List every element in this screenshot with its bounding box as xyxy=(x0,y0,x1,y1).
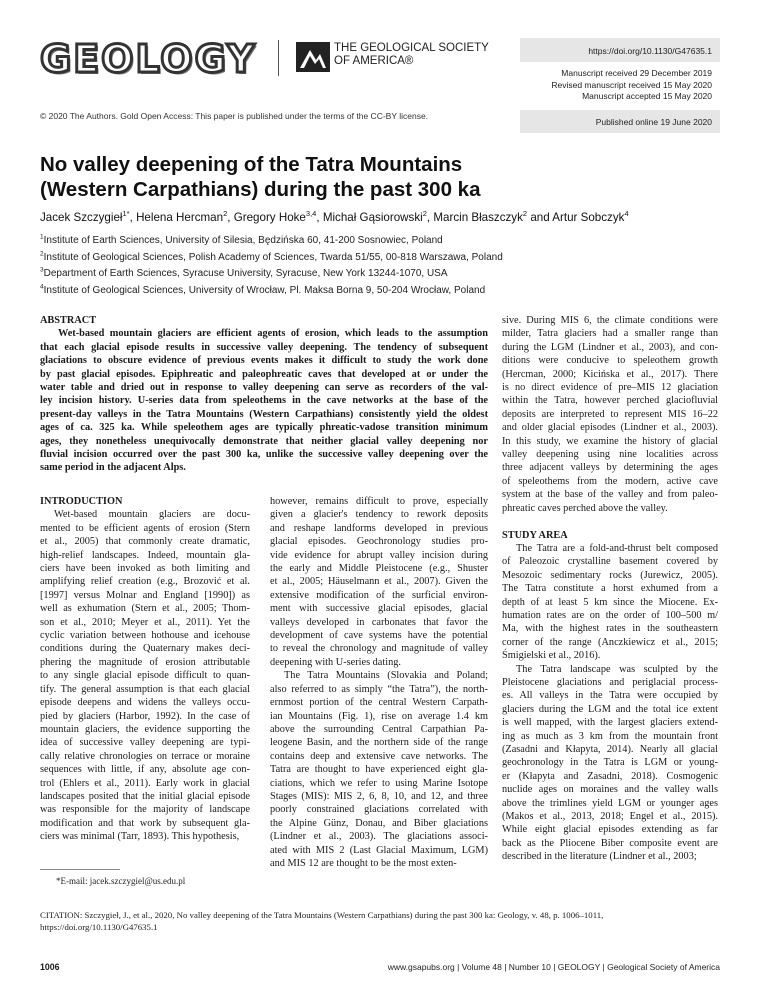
journal-logo: GEOLOGY xyxy=(40,37,257,81)
text-line: idea of successive valley deepening are typi- xyxy=(40,737,250,749)
author-name: Helena Hercman xyxy=(136,211,224,224)
text-line: In this study, we examine the history of glacial xyxy=(502,435,718,447)
text-line: ated with MIS 2 (Last Glacial Maximum, LGM) xyxy=(270,844,488,856)
text-line: present-day valleys in the Tatra Mountains (Western Carpathians) consistently yield the oldest xyxy=(40,408,488,420)
text-line: valley deepening using nine localities across xyxy=(502,449,718,461)
text-line: deepening with U-series dating. xyxy=(270,656,401,668)
text-line: (Hercman, 2000; Kicińska et al., 2017). There xyxy=(502,368,718,380)
text-line: tify. The general assumption is that each glacial xyxy=(40,683,250,695)
text-line: vide evidence for abrupt valley incision during xyxy=(270,549,488,561)
text-line: high-relief landscapes. Indeed, mountain gla- xyxy=(40,549,250,561)
text-line: The Tatra are a fold-and-thrust belt composed xyxy=(516,542,718,554)
text-line: fluvial incision occurred over the past 300 ka, unlike the successive valley deepening over the xyxy=(40,449,488,461)
society-name-line1: THE GEOLOGICAL SOCIETY xyxy=(334,42,489,54)
footnote-rule xyxy=(40,869,120,870)
text-line: es. All valleys in the Tatra were occupied by xyxy=(502,690,718,702)
text-line: above the trimlines yield LGM or younger ages xyxy=(502,797,718,809)
footer-journal-info: www.gsapubs.org | Volume 48 | Number 10 | GEOLOGY | Geological Society of America xyxy=(387,962,720,972)
text-line: et al., 2005) that commonly create dramatic, xyxy=(40,536,250,548)
manuscript-dates xyxy=(520,62,720,103)
text-line: ciers was minimal (Tarr, 1893). This hypothesis, xyxy=(40,831,240,843)
article-title xyxy=(40,152,720,202)
text-line: poorly constrained glaciations correlated with xyxy=(270,804,488,816)
text-line: humation rates are on the order of 100–500 m/ xyxy=(502,609,718,621)
text-line: that each glacial episode results in successive valley deepening. The tendency of subsequent xyxy=(40,341,488,353)
gsa-logo-icon xyxy=(296,42,330,72)
text-line: well as exhumation (Stern et al., 2005; Thom- xyxy=(40,603,250,615)
text-line: leogene Basin, and the northern side of the range xyxy=(270,737,488,749)
affiliation-text: Institute of Geological Sciences, Polish Academy of Sciences, Twarda 51/55, 00-818 Warszawa, Poland xyxy=(43,251,503,263)
accepted-date: Manuscript accepted 15 May 2020 xyxy=(582,91,712,101)
text-line: er (Kłapyta and Zasadni, 2018). Cosmogenic xyxy=(502,770,718,782)
society-name-line2: OF AMERICA® xyxy=(334,55,414,67)
affiliations xyxy=(40,233,503,299)
affiliation-number: 1 xyxy=(40,233,44,241)
text-line: during the LGM (Lindner et al., 2003), and con- xyxy=(502,341,718,353)
text-line: trol (Ehlers et al., 2011). Early work in glacial xyxy=(40,777,250,789)
affiliation-text: Institute of Geological Sciences, University of Wrocław, Pl. Maksa Borna 9, 50-204 Wrocław, Poland xyxy=(43,284,486,296)
text-line: was responsible for the majority of landscape xyxy=(40,804,250,816)
text-line: described in the literature (Lindner et al., 2003; xyxy=(502,851,697,863)
text-line: Wet-based mountain glaciers are efficient agents of erosion, which leads to the assumption xyxy=(58,328,488,340)
text-line: ciations, which we refer to using Marine Isotope xyxy=(270,777,488,789)
text-line: ment with successive glacial episodes, glacial xyxy=(270,603,488,615)
text-line: development of cave systems have the potential xyxy=(270,630,488,642)
affiliation-line xyxy=(40,266,503,283)
paragraph xyxy=(502,542,718,663)
text-line: three adjacent valleys by determining the ages xyxy=(502,462,718,474)
received-date: Manuscript received 29 December 2019 xyxy=(561,68,712,78)
text-line: however, remains difficult to prove, especially xyxy=(270,496,488,507)
text-line: glacial episodes. Geochronology studies pro- xyxy=(270,536,488,548)
copyright-notice: © 2020 The Authors. Gold Open Access: This paper is published under the terms of the CC-BY license. xyxy=(40,111,429,121)
text-line: back as the Pliocene Biber composite event are xyxy=(502,837,718,849)
author-affiliation-mark: 2 xyxy=(422,209,427,219)
text-line: glaciers during the LGM and the total ice extent xyxy=(502,703,718,715)
affiliation-number: 2 xyxy=(40,250,44,258)
text-line: et al., 2005; Häuselmann et al., 2007). Given the xyxy=(270,576,488,588)
text-line: conditions during the Quaternary makes deci- xyxy=(40,643,250,655)
author-affiliation-mark: 3,4 xyxy=(305,209,317,219)
author-name: Artur Sobczyk xyxy=(552,211,625,224)
column-2 xyxy=(270,495,488,870)
text-line: ernmost portion of the central Western Carpath- xyxy=(270,697,488,709)
text-line: ages of ca. 325 ka. While speleothem ages are typically phreatic-vadose transition minimum xyxy=(40,422,488,434)
citation: CITATION: Szczygieł, J., et al., 2020, No valley deepening of the Tatra Mountains (Western Carpathians) during the past 300 ka: Geology, v. 48, p. 1006–1011, https://doi.org/10.1130/G47635.1 xyxy=(40,910,604,932)
title-line-1: No valley deepening of the Tatra Mountains xyxy=(40,153,463,176)
text-line: is well mapped, with the largest glaciers extend- xyxy=(502,717,718,729)
text-line: [1997] versus Molnar and England [1990]) as xyxy=(40,589,250,601)
text-line: Stages (MIS): MIS 2, 6, 8, 10, and 12, and three xyxy=(270,790,488,802)
text-line: nuclide ages on moraines and the valley walls xyxy=(502,784,718,796)
text-line: ditions were conducive to speleothem growth xyxy=(502,355,718,367)
text-line: phering the magnitude of erosion attributable xyxy=(40,656,250,668)
author-name: Gregory Hoke xyxy=(233,211,306,224)
text-line: mented to be efficient agents of erosion (Stern xyxy=(40,522,250,534)
author-name: Marcin Błaszczyk xyxy=(433,211,523,224)
author-affiliation-mark: 1* xyxy=(122,209,130,219)
text-line: system at the base of the valley and from paleo- xyxy=(502,489,718,501)
text-line: mountain glaciers, the evidence supporting the xyxy=(40,723,250,735)
text-line: glaciations to obscure evidence of previous events makes it difficult to study the work done xyxy=(40,355,488,367)
text-line: cally relative chronologies on terrace or moraine xyxy=(40,750,250,762)
affiliation-line xyxy=(40,233,503,250)
author-affiliation-mark: 2 xyxy=(223,209,228,219)
text-line: corner of the range (Anczkiewicz et al., 2015; xyxy=(502,636,718,648)
text-line: While eight glacial episodes extending as far xyxy=(502,824,718,836)
text-line: Tatra are thought to have experienced eight gla- xyxy=(270,764,488,776)
author-name: Jacek Szczygieł xyxy=(40,211,123,224)
revised-date: Revised manuscript received 15 May 2020 xyxy=(551,79,712,90)
text-line: episode deepens and widens the valleys occu- xyxy=(40,697,250,709)
affiliation-number: 4 xyxy=(40,283,44,291)
text-line: of speleothems from the modern, active cave xyxy=(502,475,718,487)
introduction-heading: INTRODUCTION xyxy=(40,496,123,507)
page-number: 1006 xyxy=(40,962,60,972)
text-line: also referred to as simply “the Tatra”), the north- xyxy=(270,683,488,695)
text-line: and MIS 12 are thought to be the most exten- xyxy=(270,857,457,869)
text-line: is no direct evidence of pre–MIS 12 glaciation xyxy=(502,382,718,394)
text-line: of Paleozoic crystalline basement covered by xyxy=(502,556,718,568)
author-affiliation-mark: 4 xyxy=(624,209,629,219)
text-line: landscapes posited that the initial glacial episode xyxy=(40,790,250,802)
author-list: Jacek Szczygieł$^{1*}$, Helena Hercman$^2$, Gregory Hoke$^{3,4}$, Michał Gąsiorowski$^2$, Marcin Błaszczyk$^2$ and Artur Sobczyk$^4$ xyxy=(40,209,629,224)
text-line: Mesozoic sedimentary rocks (Jurewicz, 2005). xyxy=(502,569,718,581)
text-line: The Tatra landscape was sculpted by the xyxy=(516,663,718,675)
text-line: ciers have been invoked as both limiting and xyxy=(40,563,250,575)
introduction-text xyxy=(40,508,250,843)
title-line-2: (Western Carpathians) during the past 300 ka xyxy=(40,178,481,201)
text-line: to reveal the chronology and magnitude of valley xyxy=(270,643,488,655)
text-line: (Zasadni and Kłapyta, 2014). Nearly all glacial xyxy=(502,744,718,756)
text-line: extensive modification of the surficial environ- xyxy=(270,589,488,601)
text-line: above the surrounding Central Carpathian Pa- xyxy=(270,723,488,735)
text-line: Ma, with the highest rates in the southeastern xyxy=(502,623,718,635)
affiliation-line xyxy=(40,283,503,300)
column-3 xyxy=(502,314,718,864)
text-line: Śmigielski et al., 2016). xyxy=(502,650,601,662)
text-line: sequences with little, if any, absolute age con- xyxy=(40,764,250,776)
text-line: the early and Middle Pleistocene (e.g., Shuster xyxy=(270,563,488,575)
text-line: Wet-based mountain glaciers are docu- xyxy=(54,509,250,521)
text-line: depth of at least 5 km since the Miocene. Ex- xyxy=(502,596,718,608)
abstract-body xyxy=(40,327,488,474)
text-line: to any single glacial episode difficult to quan- xyxy=(40,670,250,682)
text-line: The Tatra constitute a horst exhumed from a xyxy=(502,583,718,595)
abstract-heading: ABSTRACT xyxy=(40,315,97,326)
text-line: deposits are interpreted to represent MIS 16–22 xyxy=(502,408,718,420)
text-line: ian Mountains (Fig. 1), rise on average 1.4 km xyxy=(270,710,488,722)
text-line: water table and dried out in response to valley deepening can serve as recorders of the val- xyxy=(40,382,488,394)
study-area-heading: STUDY AREA xyxy=(502,529,568,541)
text-line: (Lindner et al., 2003). The glaciations associ- xyxy=(270,831,488,843)
text-line: ages, they nonetheless unequivocally demonstrate that neither glacial valley deepening nor xyxy=(40,435,488,447)
header-divider xyxy=(278,40,279,76)
text-line: ley incision history. U-series data from speleothems in the cave networks at the base of the xyxy=(40,395,488,407)
text-line: phreatic caves perched above the valley. xyxy=(502,502,668,514)
text-line: and older glacial episodes (Lindner et al., 2003). xyxy=(502,422,718,434)
text-line: given a glacier's tendency to rework deposits xyxy=(270,509,488,521)
column-1 xyxy=(40,495,250,844)
affiliation-line xyxy=(40,250,503,267)
text-line: geochronology in the Tatra is LGM or young- xyxy=(502,757,718,769)
text-line: contains deep and extensive cave networks. The xyxy=(270,750,488,762)
text-line: (Makos et al., 2013, 2018; Engel et al., 2015). xyxy=(502,811,718,823)
text-line: The Tatra Mountains (Slovakia and Poland; xyxy=(284,670,488,682)
text-line: modification and that work by subsequent gla- xyxy=(40,817,250,829)
text-line: by past glacial episodes. Epiphreatic and paleophreatic caves that developed at or under the xyxy=(40,368,488,380)
text-line: amplifying relief creation (e.g., Brozović et al. xyxy=(40,576,250,588)
text-line: milder, Tatra glaciers had a smaller range than xyxy=(502,328,718,340)
text-line: pied by glaciers (Harbor, 1992). In the case of xyxy=(40,710,250,722)
text-line: within the Tatra, however perched glaciofluvial xyxy=(502,395,718,407)
affiliation-number: 3 xyxy=(40,266,44,274)
author-affiliation-mark: 2 xyxy=(522,209,528,219)
affiliation-text: Department of Earth Sciences, Syracuse University, Syracuse, New York 13244-1070, USA xyxy=(43,268,448,279)
published-date: Published online 19 June 2020 xyxy=(520,110,720,133)
abstract xyxy=(40,314,488,475)
text-line: and reshape landforms developed in previous xyxy=(270,522,488,534)
doi-link[interactable]: https://doi.org/10.1130/G47635.1 xyxy=(520,38,720,62)
text-line: valleys developed in carbonates that favor the xyxy=(270,616,488,628)
affiliation-text: Institute of Earth Sciences, University of Silesia, Będzińska 60, 41-200 Sosnowiec, Poland xyxy=(43,235,443,246)
author-name: Michał Gąsiorowski xyxy=(322,211,423,224)
society-name xyxy=(334,42,489,68)
paragraph xyxy=(270,669,488,870)
text-line: Pleistocene glaciations and periglacial process- xyxy=(502,677,718,689)
paragraph xyxy=(502,663,718,864)
text-line: the Alpine Günz, Donau, and Biber glaciations xyxy=(270,817,488,829)
corresponding-email: *E-mail: jacek.szczygiel@us.edu.pl xyxy=(56,876,186,886)
text-line: same period in the adjacent Alps. xyxy=(40,462,186,474)
text-line: sive. During MIS 6, the climate conditions were xyxy=(502,315,718,326)
text-line: ing as much as 3 km from the mountain front xyxy=(502,730,718,742)
text-line: son et al., 2010; Meyer et al., 2011). Yet the xyxy=(40,616,250,628)
paragraph xyxy=(502,314,718,515)
text-line: cyclic variation between hothouse and icehouse xyxy=(40,630,250,642)
paragraph xyxy=(270,495,488,669)
